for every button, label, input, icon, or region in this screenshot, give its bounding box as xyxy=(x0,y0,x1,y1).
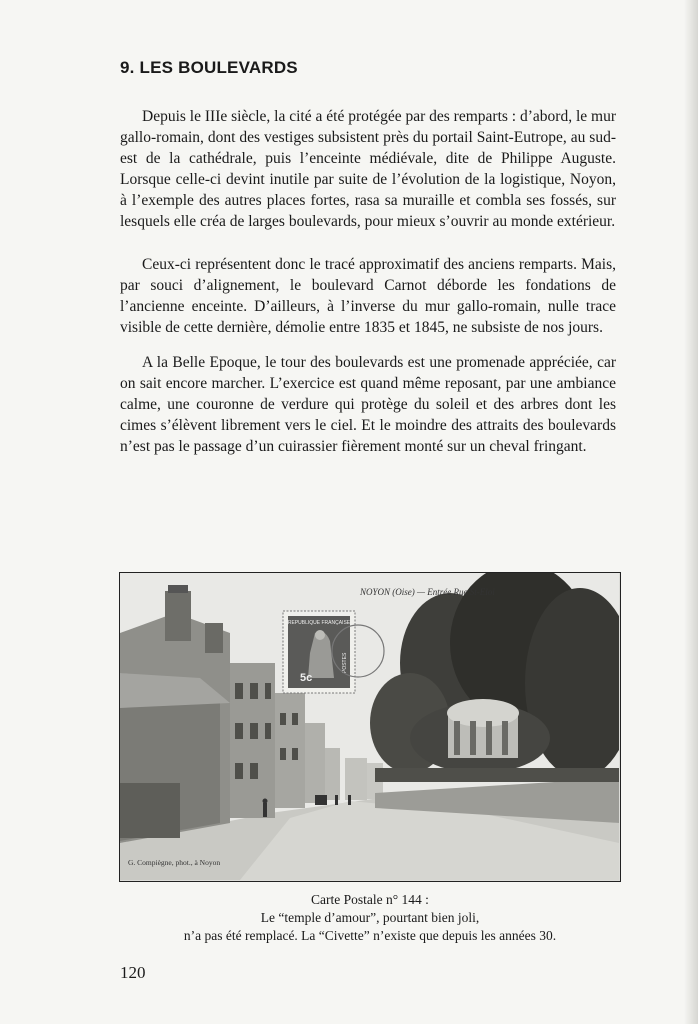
paragraph-1 xyxy=(120,106,616,232)
postcard-photo xyxy=(119,572,621,882)
photo-caption xyxy=(120,891,620,945)
postcard-title: NOYON (Oise) — Entrée Rue St-Eloi xyxy=(360,587,495,597)
caption-line-3: n’a pas été remplacé. La “Civette” n’existe que depuis les années 30. xyxy=(183,928,557,943)
paragraph-2-text: Ceux-ci représentent donc le tracé approximatif des anciens remparts. Mais, par souci d’alignement, le boulevard Carnot déborde les fondations de l’ancienne enceinte. D’ailleurs, à l’inverse du mur gallo-romain, nulle trace visible de cette dernière, démolie entre 1835 et 1845, ne subsiste de nos jours. xyxy=(120,256,616,336)
stamp-value: 5c xyxy=(300,672,313,684)
page-edge xyxy=(684,0,698,1024)
postage-stamp xyxy=(283,611,355,693)
section-heading: 9. LES BOULEVARDS xyxy=(120,58,298,77)
paragraph-3-text: A la Belle Epoque, le tour des boulevards est une promenade appréciée, car on sait encore marcher. L’exercice est quand même reposant, par une ambiance calme, une couronne de verdure qui protège du soleil et des arbres dont les cimes s’élèvent librement vers le ciel. Et le moindre des attraits des boulevards n’est pas le passage d’un cuirassier fièrement monté sur un cheval fringant. xyxy=(120,354,616,455)
stamp-country: REPUBLIQUE FRANÇAISE xyxy=(287,620,351,626)
paragraph-3 xyxy=(120,352,616,457)
stamp-word: POSTES xyxy=(342,652,348,673)
caption-line-1: Carte Postale n° 144 : xyxy=(311,892,429,907)
page-number: 120 xyxy=(120,963,146,982)
photographer-credit: G. Compiègne, phot., à Noyon xyxy=(128,858,221,867)
paragraph-2 xyxy=(120,254,616,338)
paragraph-1-text: Depuis le IIIe siècle, la cité a été protégée par des remparts : d’abord, le mur gallo-romain, dont des vestiges subsistent près du portail Saint-Eutrope, au sud-est de la cathédrale, puis l’enceinte médiévale, dite de Philippe Auguste. Lorsque celle-ci devint inutile par suite de l’évolution de la logistique, Noyon, à l’exemple des autres places fortes, rasa sa muraille et combla ses fossés, sur lesquels elle créa de larges boulevards, pour mieux s’ouvrir au monde extérieur. xyxy=(120,108,616,230)
caption-line-2: Le “temple d’amour”, pourtant bien joli, xyxy=(260,910,480,925)
